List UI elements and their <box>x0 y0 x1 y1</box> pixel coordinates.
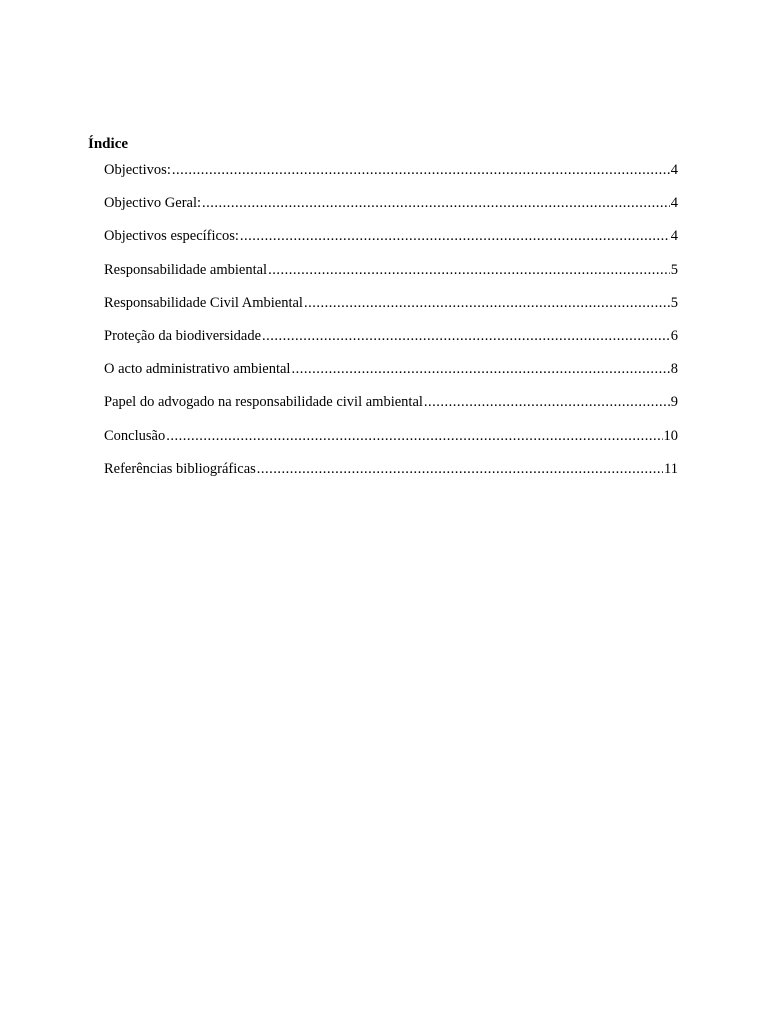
toc-entry-referencias[interactable] <box>104 460 678 493</box>
toc-entry-label[interactable]: Proteção da biodiversidade <box>104 327 262 344</box>
toc-entry-responsabilidade-ambiental[interactable] <box>104 261 678 294</box>
toc-entry-conclusao[interactable] <box>104 427 678 460</box>
dot-leader <box>262 327 670 345</box>
toc-entry-acto-administrativo[interactable] <box>104 360 678 393</box>
toc-entry-objectivos-especificos[interactable] <box>104 227 678 260</box>
dot-leader <box>291 360 669 378</box>
dot-leader <box>424 393 670 411</box>
toc-entry-label[interactable]: Referências bibliográficas <box>104 460 256 477</box>
dot-leader <box>166 427 662 445</box>
dot-leader <box>268 261 670 279</box>
dot-leader <box>304 294 670 312</box>
toc-entry-responsabilidade-civil-ambiental[interactable] <box>104 294 678 327</box>
dot-leader <box>172 161 670 179</box>
toc-entry-page-number[interactable]: 5 <box>670 294 678 311</box>
toc-entry-label[interactable]: O acto administrativo ambiental <box>104 361 291 378</box>
toc-entry-page-number[interactable]: 9 <box>670 394 678 411</box>
toc-entry-page-number[interactable]: 8 <box>670 361 678 378</box>
toc-entry-label[interactable]: Objectivos: <box>104 162 171 178</box>
toc-entry-page-number[interactable]: 4 <box>670 228 678 245</box>
toc-entry-page-number[interactable]: 11 <box>664 460 678 477</box>
toc-entry-protecao-biodiversidade[interactable] <box>104 327 678 360</box>
toc-entry-label[interactable]: Objectivo Geral: <box>104 195 202 212</box>
toc-entry-page-number[interactable]: 4 <box>670 162 678 178</box>
dot-leader <box>240 227 670 245</box>
toc-entry-page-number[interactable]: 4 <box>670 195 678 212</box>
toc-entry-label[interactable]: Papel do advogado na responsabilidade civil ambiental <box>104 394 423 411</box>
dot-leader <box>202 194 670 212</box>
toc-entry-label[interactable]: Responsabilidade ambiental <box>104 261 268 278</box>
toc-entry-label[interactable]: Conclusão <box>104 427 166 444</box>
table-of-contents <box>104 161 678 493</box>
toc-entry-page-number[interactable]: 5 <box>670 261 678 278</box>
dot-leader <box>257 460 663 478</box>
toc-entry-page-number[interactable]: 10 <box>663 427 678 444</box>
toc-entry-objectivo-geral[interactable] <box>104 194 678 227</box>
toc-entry-label[interactable]: Responsabilidade Civil Ambiental <box>104 294 303 311</box>
toc-entry-objectivos[interactable] <box>104 161 678 194</box>
toc-entry-label[interactable]: Objectivos específicos: <box>104 228 239 245</box>
toc-heading: Índice <box>88 136 129 152</box>
toc-entry-page-number[interactable]: 6 <box>670 327 678 344</box>
toc-entry-papel-do-advogado[interactable] <box>104 393 678 426</box>
